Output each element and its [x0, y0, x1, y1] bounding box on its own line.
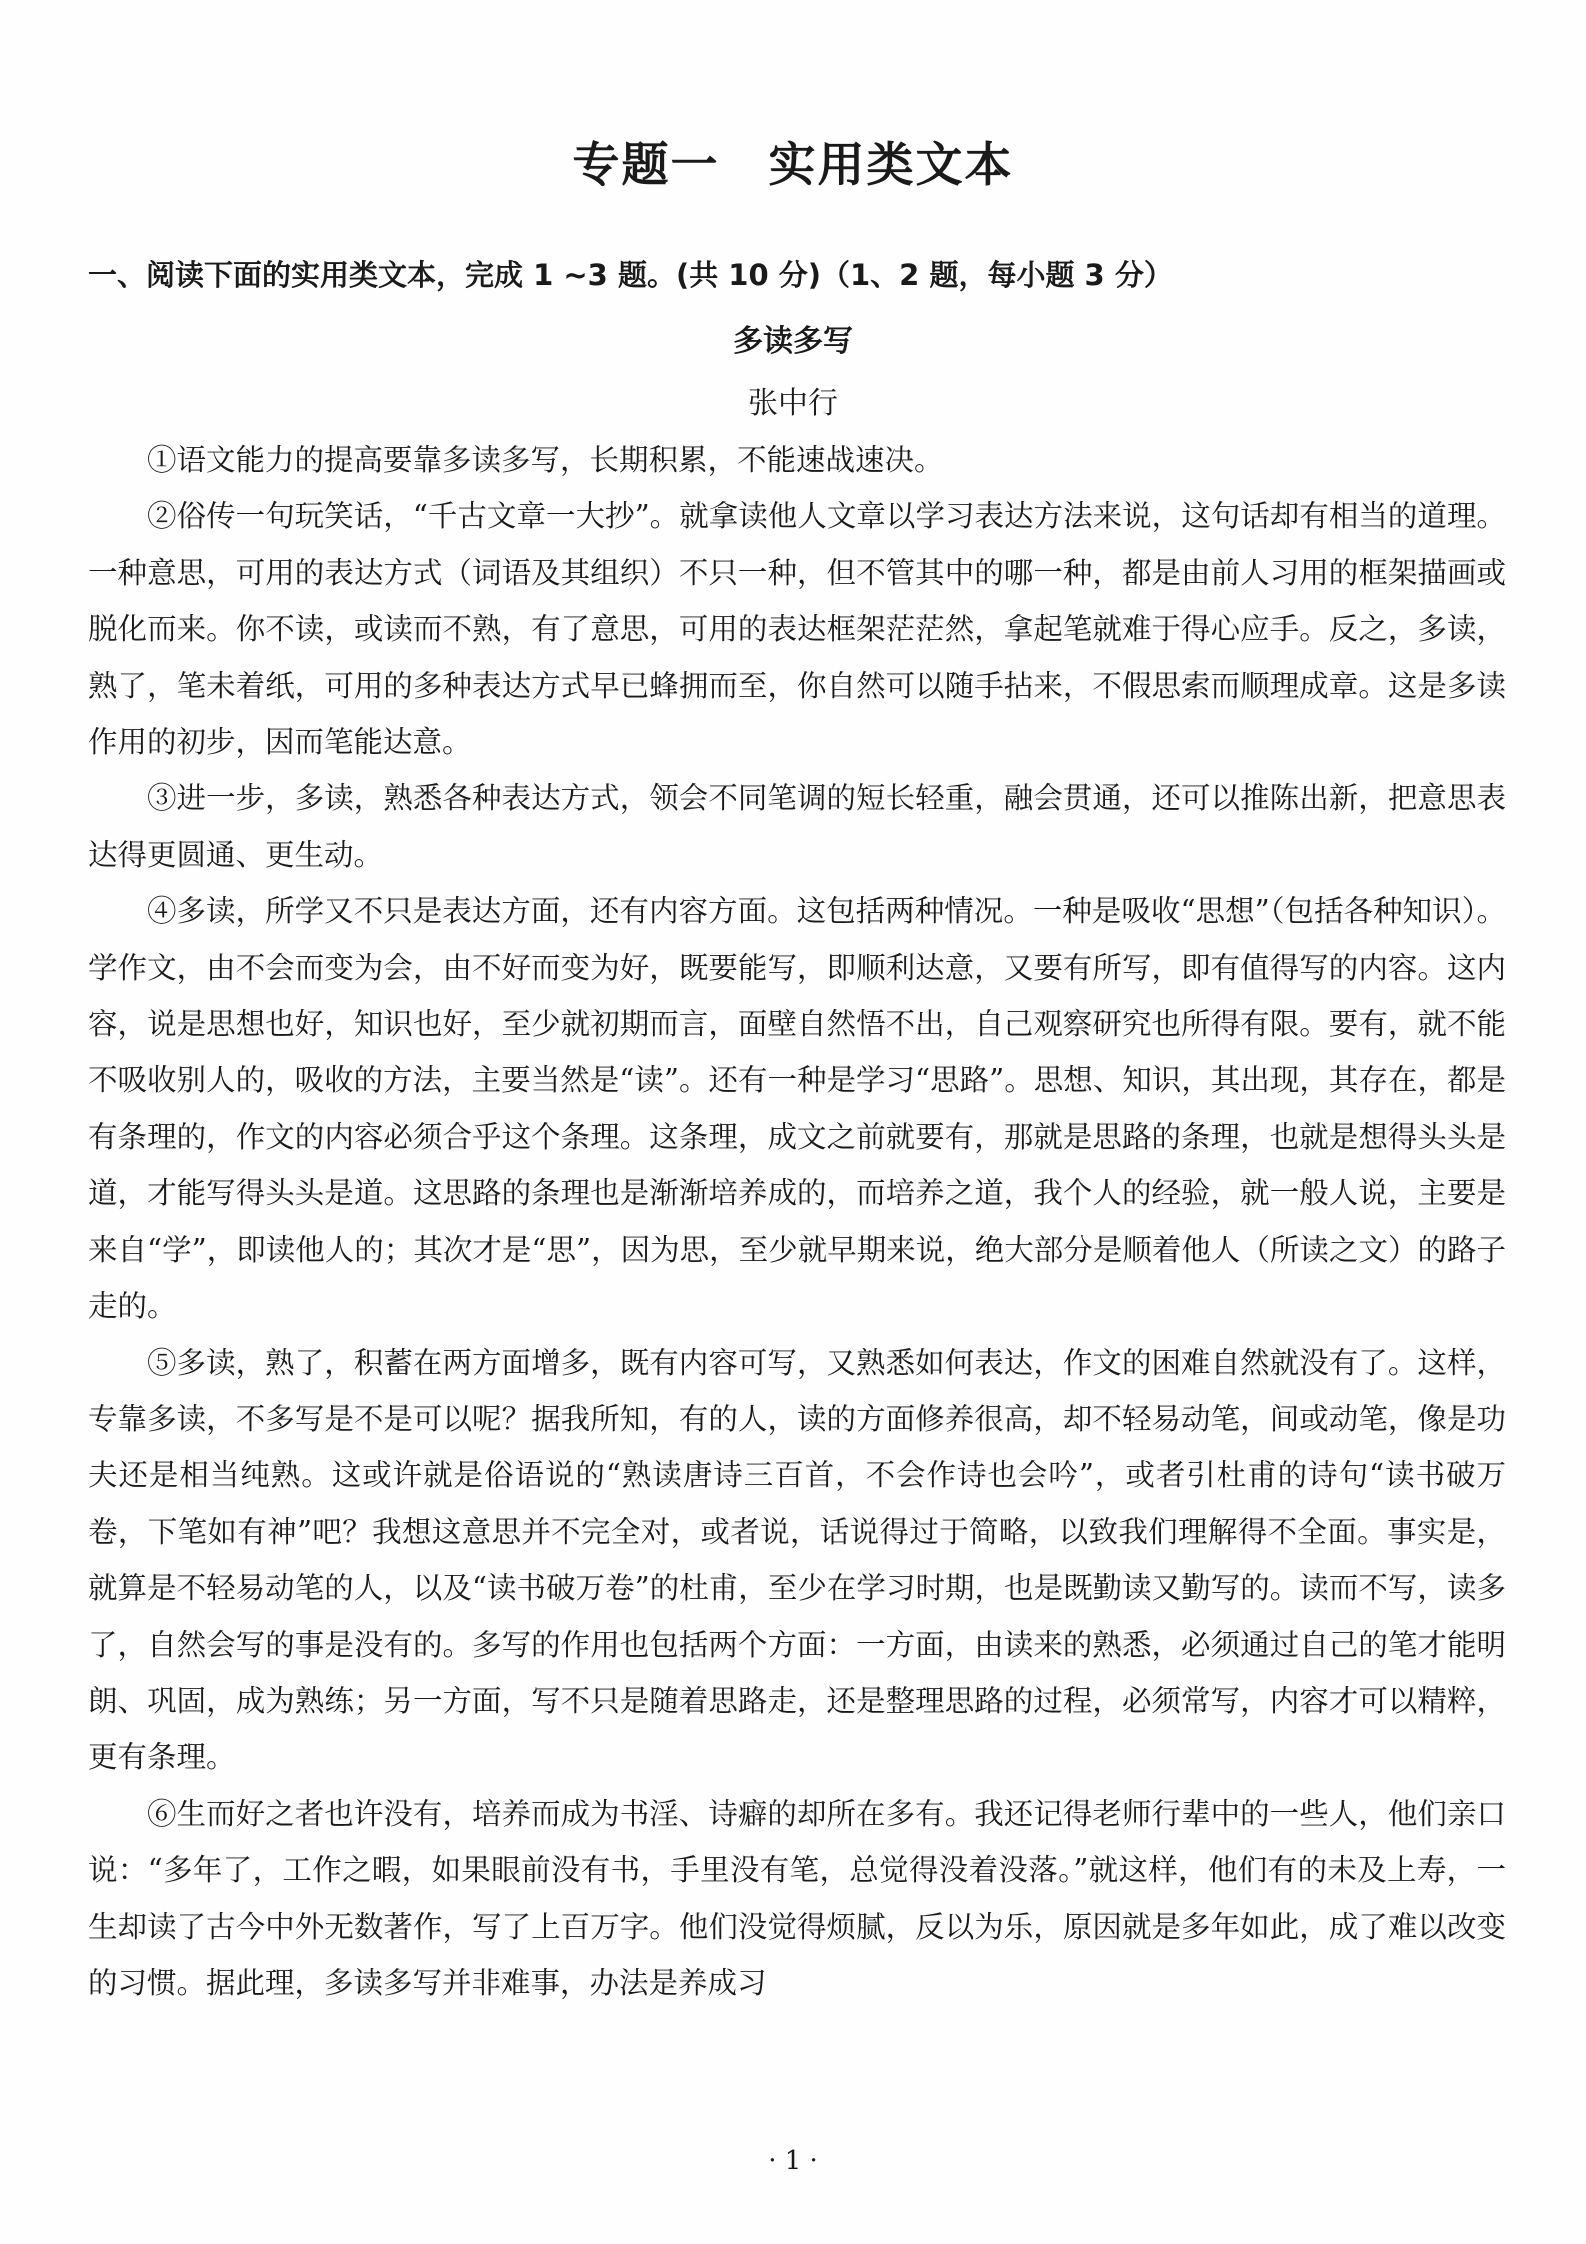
page-title: 专题一 实用类文本 — [572, 138, 1014, 193]
paragraph-4: ④多读，所学又不只是表达方面，还有内容方面。这包括两种情况。一种是吸收“思想”（包括各种知识）。学作文，由不会而变为会，由不好而变为好，既要能写，即顺利达意，又要有所写，即有值得写的内容。这内容，说是思想也好，知识也好，至少就初期而言，面壁自然悟不出，自己观察研究也所得有限。要有，就不能不吸收别人的，吸收的方法，主要当然是“读”。还有一种是学习“思路”。思想、知识，其出现，其存在，都是有条理的，作文的内容必须合乎这个条理。这条理，成文之前就要有，那就是思路的条理，也就是想得头头是道，才能写得头头是道。这思路的条理也是渐渐培养成的，而培养之道，我个人的经验，就一般人说，主要是来自“学”，即读他人的；其次才是“思”，因为思，至少就早期来说，绝大部分是顺着他人（所读之文）的路子走的。 — [88, 894, 1506, 1324]
paragraph-2: ②俗传一句玩笑话，“千古文章一大抄”。就拿读他人文章以学习表达方法来说，这句话却有相当的道理。一种意思，可用的表达方式（词语及其组织）不只一种，但不管其中的哪一种，都是由前人习用的框架描画或脱化而来。你不读，或读而不熟，有了意思，可用的表达框架茫茫然，拿起笔就难于得心应手。反之，多读，熟了，笔未着纸，可用的多种表达方式早已蜂拥而至，你自然可以随手拈来，不假思索而顺理成章。这是多读作用的初步，因而笔能达意。 — [88, 499, 1506, 760]
paragraph-5: ⑤多读，熟了，积蓄在两方面增多，既有内容可写，又熟悉如何表达，作文的困难自然就没有了。这样，专靠多读，不多写是不是可以呢？据我所知，有的人，读的方面修养很高，却不轻易动笔，间或动笔，像是功夫还是相当纯熟。这或许就是俗语说的“熟读唐诗三百首，不会作诗也会吟”，或者引杜甫的诗句“读书破万卷，下笔如有神”吧？我想这意思并不完全对，或者说，话说得过于简略，以致我们理解得不全面。事实是，就算是不轻易动笔的人，以及“读书破万卷”的杜甫，至少在学习时期，也是既勤读又勤写的。读而不写，读多了，自然会写的事是没有的。多写的作用也包括两个方面：一方面，由读来的熟悉，必须通过自己的笔才能明朗、巩固，成为熟练；另一方面，写不只是随着思路走，还是整理思路的过程，必须常写，内容才可以精粹，更有条理。 — [88, 1345, 1506, 1775]
paragraph-3: ③进一步，多读，熟悉各种表达方式，领会不同笔调的短长轻重，融会贯通，还可以推陈出新，把意思表达得更圆通、更生动。 — [88, 781, 1506, 872]
article-body — [88, 432, 1506, 2011]
article-author: 张中行 — [748, 386, 838, 421]
page-number: · 1 · — [768, 2146, 818, 2176]
paragraph-6: ⑥生而好之者也许没有，培养而成为书淫、诗癖的却所在多有。我还记得老师行辈中的一些人，他们亲口说：“多年了，工作之暇，如果眼前没有书，手里没有笔，总觉得没着没落。”就这样，他们有的未及上寿，一生却读了古今中外无数著作，写了上百万字。他们没觉得烦腻，反以为乐，原因就是多年如此，成了难以改变的习惯。据此理，多读多写并非难事，办法是养成习 — [88, 1796, 1506, 2000]
question-instruction: 一、阅读下面的实用类文本，完成 1 ~3 题。(共 10 分)（1、2 题，每小题 3 分） — [88, 258, 1173, 292]
article-title: 多读多写 — [733, 324, 853, 359]
paragraph-1: ①语文能力的提高要靠多读多写，长期积累，不能速战速决。 — [147, 443, 944, 477]
